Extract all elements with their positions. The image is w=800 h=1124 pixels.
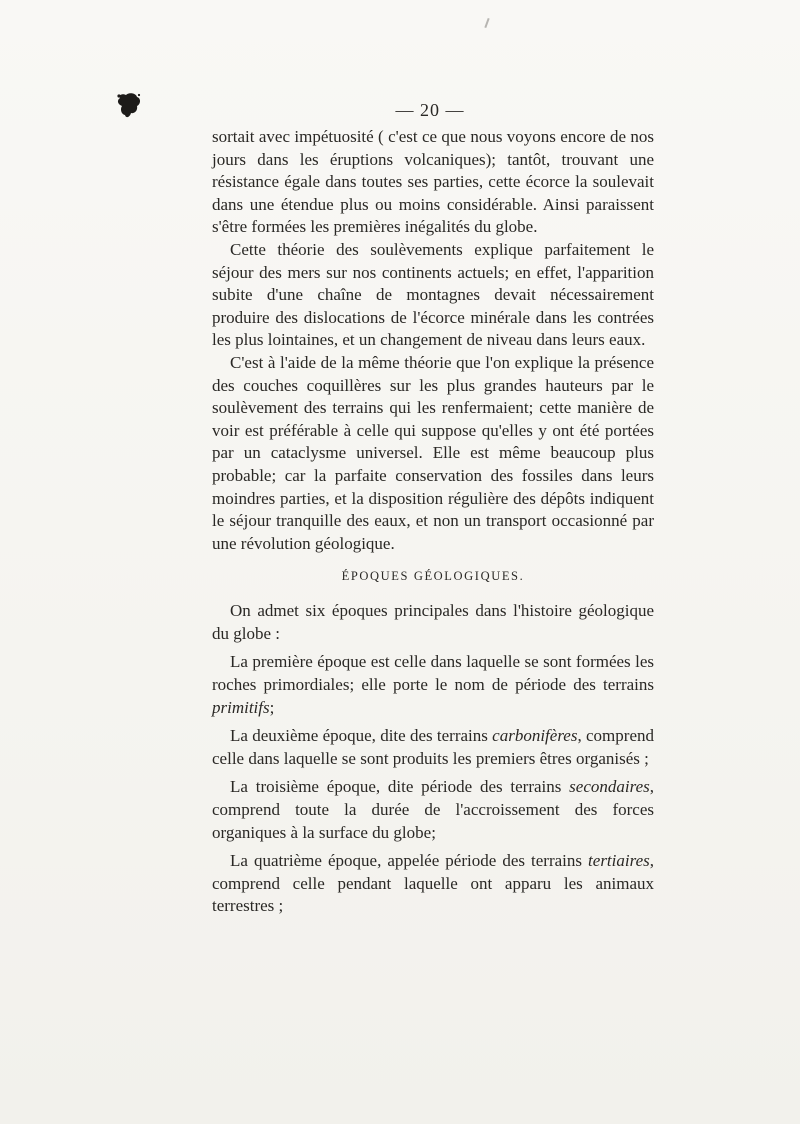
epoch-first-text: La première époque est celle dans laquelle se sont formées les roches primordiales; elle porte le nom de période des terrains [212, 652, 654, 695]
paragraph-epoch-first [212, 651, 654, 719]
epoch-third-text: La troisième époque, dite période des terrains [230, 777, 570, 797]
epoch-first-end: ; [269, 697, 275, 717]
stray-mark [484, 18, 489, 28]
paragraph-epoch-fourth [212, 850, 654, 918]
paragraph-six-epochs-intro: On admet six époques principales dans l'histoire géologique du globe : [212, 601, 654, 643]
epoch-fourth-term: tertiaires [588, 851, 650, 871]
epoch-first-term: primitifs [212, 697, 270, 717]
epoch-second-end: , comprend celle dans laquelle se sont produits les premiers êtres organisés ; [212, 726, 654, 768]
epoch-fourth-end: , comprend celle pendant laquelle ont apparu les animaux terrestres ; [212, 851, 654, 916]
paragraph-epoch-third [212, 776, 654, 844]
section-heading-geological-epochs: ÉPOQUES GÉOLOGIQUES. [341, 569, 525, 584]
paragraph-uplift-theory: Cette théorie des soulèvements explique parfaitement le séjour des mers sur nos continents actuels; en effet, l'apparition subite d'une chaîne de montagnes devait nécessairement produire des dislocations de l'écorce minérale dans les contrées les plus lointaines, et un changement de niveau dans leurs eaux. [212, 239, 654, 350]
ink-blot-stain [116, 92, 142, 120]
paragraph-epoch-second [212, 725, 654, 770]
epoch-third-term: secondaires [569, 777, 650, 797]
paragraph-shell-layers: C'est à l'aide de la même théorie que l'on explique la présence des couches coquillères sur les plus grandes hauteurs par le soulèvement des terrains qui les renfermaient; cette manière de voir est préférable à celle qui suppose qu'elles y ont été portées par un cataclysme universel. Elle est même beaucoup plus probable; car la parfaite conservation des fossiles dans leurs moindres parties, et la disposition régulière des dépôts indiquent le séjour tranquille des eaux, et non un transport occasionné par une révolution géologique. [212, 352, 654, 553]
paragraph-continued-eruptions: sortait avec impétuosité ( c'est ce que nous voyons encore de nos jours dans les éruptions volcaniques); tantôt, trouvant une résistance égale dans toutes ses parties, cette écorce la soulevait dans une étendue plus ou moins considérable. Ainsi paraissent s'être formées les premières inégalités du globe. [212, 127, 654, 237]
body-text [212, 126, 654, 918]
epoch-third-end: , comprend toute la durée de l'accroissement des forces organiques à la surface du globe; [212, 777, 654, 842]
epoch-fourth-text: La quatrième époque, appelée période des terrains [230, 851, 589, 871]
epoch-second-text: La deuxième époque, dite des terrains [230, 726, 493, 746]
page-number: — 20 — [395, 100, 465, 120]
epoch-second-term: carbonifères [492, 726, 578, 746]
